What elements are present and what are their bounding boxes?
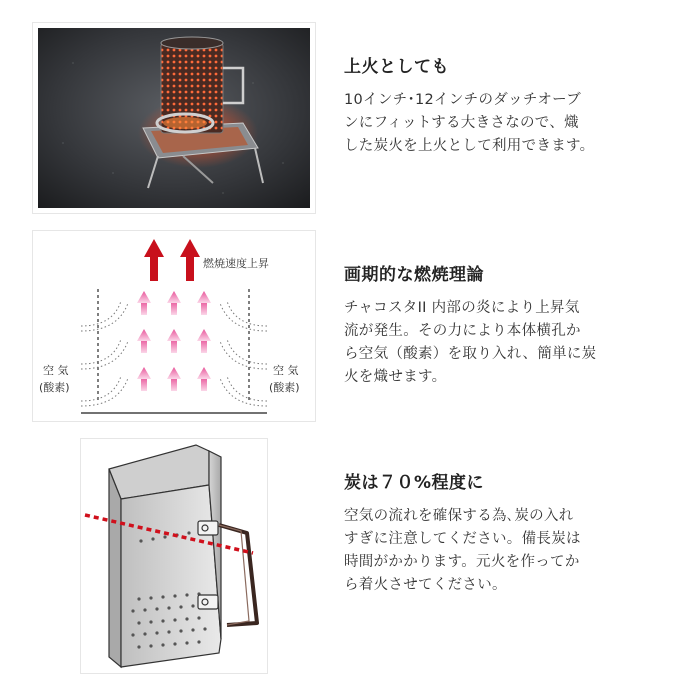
body-line: ら着火させてください。 [344, 577, 507, 593]
section-heading: 上火としても [344, 57, 449, 77]
section-body [344, 89, 674, 158]
body-line: 10インチ･12インチのダッチオーブ [344, 92, 582, 108]
section-heading: 画期的な燃焼理論 [344, 265, 484, 285]
top-label: 燃焼速度上昇 [203, 257, 269, 270]
body-line: 空気の流れを確保する為､炭の入れ [344, 508, 574, 524]
illustration-frame [80, 438, 268, 674]
handle [219, 525, 257, 625]
body-line: した炭火を上火として利用できます。 [344, 138, 595, 154]
section-text [344, 52, 674, 158]
section-text [344, 260, 674, 389]
right-air-label: 空 気 [273, 364, 299, 377]
section-body [344, 297, 674, 389]
right-oxygen-label: (酸素) [269, 381, 300, 394]
left-air-label: 空 気 [43, 364, 69, 377]
body-line: 時間がかかります。元火を作ってか [344, 554, 580, 570]
photo-frame [32, 22, 316, 214]
pink-arrow-grid [137, 291, 211, 391]
chimney-illustration [81, 439, 267, 673]
body-line: 火を熾せます。 [344, 369, 447, 385]
red-arrow-right-icon [180, 239, 200, 281]
section-body [344, 505, 674, 597]
section-charcoal-amount [0, 438, 700, 674]
body-line: すぎに注意してください。備長炭は [344, 531, 581, 547]
body-line: 流が発生。その力により本体横孔か [344, 323, 581, 339]
body-line: ンにフィットする大きさなので、熾 [344, 115, 579, 131]
section-overhead-heat [0, 22, 700, 214]
section-combustion-theory [0, 230, 700, 422]
chimney-starter-photo [33, 23, 315, 213]
left-oxygen-label: (酸素) [39, 381, 70, 394]
red-arrow-left-icon [144, 239, 164, 281]
body-line: ら空気（酸素）を取り入れ、簡単に炭 [344, 346, 597, 362]
section-heading: 炭は７０%程度に [344, 473, 485, 493]
section-text [344, 468, 674, 597]
airflow-diagram [33, 231, 315, 421]
body-line: チャコスタII 内部の炎により上昇気 [344, 300, 580, 316]
diagram-frame [32, 230, 316, 422]
